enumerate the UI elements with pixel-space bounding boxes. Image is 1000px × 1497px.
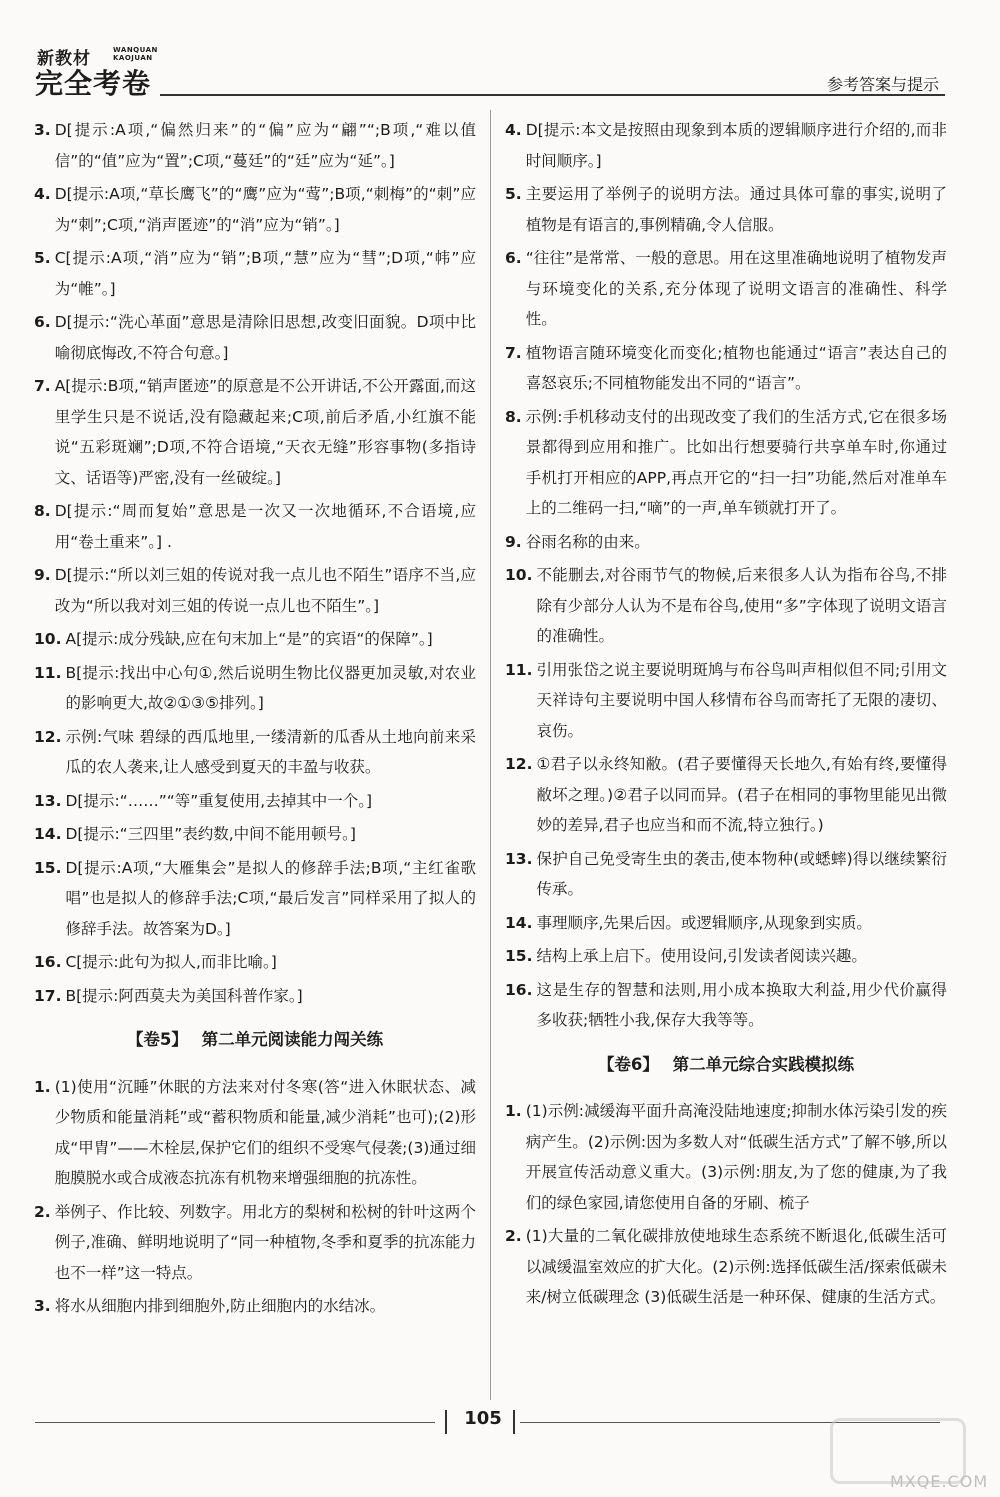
answer-text: (1)使用“沉睡”休眠的方法来对付冬寒(答“进入休眠状态、减少物质和能量消耗”或“蓄积物质和能量,减少消耗”也可);(2)形成“甲胄”——木栓层,保护它们的组织不受寒气侵袭;(3)通过细胞膜脱水或合成液态抗冻有机物来增强细胞的抗冻性。 bbox=[54, 1077, 476, 1187]
answer-text: D[提示:“洗心革面”意思是清除旧思想,改变旧面貌。D项中比喻彻底悔改,不符合句意。] bbox=[54, 313, 476, 362]
answer-item bbox=[505, 975, 947, 1036]
answer-number: 1. bbox=[505, 1102, 522, 1120]
answer-item bbox=[505, 527, 947, 558]
brand-pinyin-line-2: KAOJUAN bbox=[113, 54, 153, 62]
answer-number: 17. bbox=[34, 986, 62, 1005]
page-number: 105 bbox=[464, 1408, 502, 1429]
answer-number: 1. bbox=[34, 1077, 51, 1096]
left-answer-list-b bbox=[34, 1072, 476, 1322]
answer-number: 3. bbox=[34, 121, 51, 139]
answer-text: 谷雨名称的由来。 bbox=[525, 532, 650, 551]
footer-rule-left bbox=[35, 1422, 435, 1423]
answer-item bbox=[34, 853, 476, 945]
answer-item bbox=[34, 819, 476, 850]
answer-text: D[提示:“周而复始”意思是一次又一次地循环,不合语境,应用“卷土重来”。] . bbox=[54, 502, 476, 551]
answer-item bbox=[34, 1197, 476, 1289]
answer-number: 11. bbox=[505, 660, 533, 679]
answer-text: 结构上承上启下。使用设问,引发读者阅读兴趣。 bbox=[536, 947, 867, 965]
answer-number: 8. bbox=[34, 502, 51, 520]
answer-number: 13. bbox=[34, 791, 62, 810]
answer-text: C[提示:此句为拟人,而非比喻。] bbox=[65, 953, 277, 971]
answer-item bbox=[34, 624, 476, 655]
answer-number: 11. bbox=[34, 663, 62, 682]
answer-text: 植物语言随环境变化而变化;植物也能通过“语言”表达自己的喜怒哀乐;不同植物能发出不同的“语言”。 bbox=[525, 343, 947, 392]
column-divider bbox=[490, 110, 491, 1400]
answer-number: 7. bbox=[505, 343, 522, 362]
answer-item bbox=[505, 338, 947, 399]
answer-item bbox=[34, 179, 476, 240]
answer-number: 4. bbox=[505, 121, 522, 139]
answer-text: B[提示:阿西莫夫为美国科普作家。] bbox=[65, 986, 303, 1005]
answer-text: 主要运用了举例子的说明方法。通过具体可靠的事实,说明了植物是有语言的,事例精确,令人信服。 bbox=[525, 185, 947, 234]
answer-number: 7. bbox=[34, 377, 51, 395]
answer-number: 10. bbox=[34, 630, 62, 648]
answer-number: 2. bbox=[34, 1202, 51, 1221]
brand-name-large: 完全考卷 bbox=[35, 67, 152, 100]
right-column bbox=[505, 115, 947, 1316]
answer-item bbox=[34, 1072, 476, 1194]
answer-text: 不能删去,对谷雨节气的物候,后来很多人认为指布谷鸟,不排除有少部分人认为不是布谷鸟,使用“多”字体现了说明文语言的准确性。 bbox=[536, 566, 947, 645]
answer-number: 6. bbox=[505, 249, 522, 267]
answer-number: 2. bbox=[505, 1227, 522, 1245]
answer-text: 示例:气味 碧绿的西瓜地里,一缕清新的瓜香从土地向前来采瓜的农人袭来,让人感受到夏天的丰盈与收获。 bbox=[65, 727, 476, 776]
answer-text: D[提示:A项,“大雁集会”是拟人的修辞手法;B项,“主红雀歌唱”也是拟人的修辞手法;C项,“最后发言”同样采用了拟人的修辞手法。故答案为D。] bbox=[65, 858, 476, 938]
answer-item bbox=[34, 981, 476, 1012]
answer-text: B[提示:找出中心句①,然后说明生物比仪器更加灵敏,对农业的影响更大,故②①③⑤排列。] bbox=[65, 663, 476, 712]
answer-item bbox=[34, 1291, 476, 1322]
answer-item bbox=[505, 844, 947, 905]
answer-text: “往往”是常常、一般的意思。用在这里准确地说明了植物发声与环境变化的关系,充分体现了说明文语言的准确性、科学性。 bbox=[525, 249, 947, 328]
answer-text: 将水从细胞内排到细胞外,防止细胞内的水结冰。 bbox=[54, 1297, 386, 1315]
answer-item bbox=[505, 402, 947, 524]
answer-item bbox=[34, 722, 476, 783]
answer-item bbox=[505, 655, 947, 747]
answer-number: 16. bbox=[505, 980, 533, 999]
answer-item bbox=[34, 371, 476, 493]
answer-item bbox=[505, 908, 947, 939]
answer-text: D[提示:A项,“草长鹰飞”的“鹰”应为“莺”;B项,“刺梅”的“刺”应为“刺”;C项,“消声匿迹”的“消”应为“销”。] bbox=[54, 185, 476, 234]
answer-number: 12. bbox=[505, 755, 533, 773]
answer-text: 事理顺序,先果后因。或逻辑顺序,从现象到实质。 bbox=[536, 913, 872, 932]
answer-text: A[提示:B项,“销声匿迹”的原意是不公开讲话,不公开露面,而这里学生只是不说话,没有隐藏起来;C项,前后矛盾,小红旗不能说“五彩斑斓”;D项,不符合语境,“天衣无缝”形容事物(多指诗文、话语等)严密,没有一丝破绽。] bbox=[54, 377, 476, 487]
section-heading-juan5: 【卷5】 第二单元阅读能力闯关练 bbox=[126, 1030, 384, 1049]
answer-item bbox=[34, 947, 476, 978]
answer-text: 举例子、作比较、列数字。用北方的梨树和松树的针叶这两个例子,准确、鲜明地说明了“同一种植物,冬季和夏季的抗冻能力也不一样”这一特点。 bbox=[54, 1202, 476, 1282]
page-title: 参考答案与提示 bbox=[826, 75, 939, 94]
page-number-bar-left bbox=[445, 1410, 447, 1434]
answer-number: 9. bbox=[34, 566, 51, 584]
answer-item bbox=[505, 1221, 947, 1313]
answer-number: 5. bbox=[505, 185, 522, 203]
left-answer-list-a bbox=[34, 115, 476, 1011]
section-heading-juan6: 【卷6】 第二单元综合实践模拟练 bbox=[597, 1054, 855, 1074]
answer-item bbox=[34, 115, 476, 176]
left-column bbox=[34, 115, 476, 1325]
page-header bbox=[35, 22, 945, 102]
answer-number: 15. bbox=[505, 947, 533, 965]
answer-text: D[提示:“……”“等”重复使用,去掉其中一个。] bbox=[65, 791, 373, 810]
right-answer-list-a bbox=[505, 115, 947, 1036]
page-number-bar-right bbox=[513, 1410, 515, 1434]
answer-item bbox=[34, 658, 476, 719]
answer-number: 9. bbox=[505, 532, 522, 551]
answer-number: 12. bbox=[34, 727, 62, 746]
answer-number: 14. bbox=[34, 825, 62, 843]
answer-text: D[提示:“三四里”表约数,中间不能用顿号。] bbox=[65, 825, 356, 843]
answer-text: 保护自己免受寄生虫的袭击,使本物种(或蟋蟀)得以继续繁衍传承。 bbox=[536, 849, 947, 898]
answer-item bbox=[34, 243, 476, 304]
answer-item bbox=[505, 1096, 947, 1218]
answer-item bbox=[34, 560, 476, 621]
answer-number: 15. bbox=[34, 858, 62, 877]
answer-number: 4. bbox=[34, 185, 51, 203]
answer-item bbox=[505, 115, 947, 176]
answer-number: 8. bbox=[505, 407, 522, 426]
brand-name-small: 新教材 bbox=[37, 49, 91, 69]
answer-text: (1)大量的二氧化碳排放使地球生态系统不断退化,低碳生活可以减缓温室效应的扩大化。(2)示例:选择低碳生活/探索低碳未来/树立低碳理念 (3)低碳生活是一种环保、健康的生活方式。 bbox=[525, 1227, 947, 1306]
answer-number: 6. bbox=[34, 313, 51, 331]
answer-text: D[提示:A项,“偏然归来”的“偏”应为“翩”“;B项,“难以值信”的“值”应为“置”;C项,“蔓廷”的“廷”应为“延”。] bbox=[54, 121, 476, 170]
answer-item bbox=[505, 243, 947, 335]
brand-pinyin-line-1: WANQUAN bbox=[113, 46, 158, 54]
answer-item bbox=[505, 749, 947, 841]
answer-text: ①君子以永终知敝。(君子要懂得天长地久,有始有终,要懂得敝坏之理。)②君子以同而异。(君子在相同的事物里能见出微妙的差异,君子也应当和而不流,特立独行。) bbox=[536, 755, 947, 834]
page-footer bbox=[35, 1408, 940, 1438]
answer-item bbox=[505, 941, 947, 972]
watermark-text: MXQE.COM bbox=[890, 1472, 989, 1491]
answer-number: 14. bbox=[505, 913, 533, 932]
answer-number: 10. bbox=[505, 566, 533, 584]
answer-item bbox=[34, 786, 476, 817]
answer-text: (1)示例:减缓海平面升高淹没陆地速度;抑制水体污染引发的疾病产生。(2)示例:因为多数人对“低碳生活方式”了解不够,所以开展宣传活动意义重大。(3)示例:朋友,为了您的健康,为了我们的绿色家园,请您使用自备的牙刷、梳子 bbox=[525, 1102, 947, 1212]
answer-item bbox=[34, 307, 476, 368]
answer-text: 这是生存的智慧和法则,用小成本换取大利益,用少代价赢得多收获;牺牲小我,保存大我等等。 bbox=[536, 980, 947, 1029]
answer-text: A[提示:成分残缺,应在句末加上“是”的宾语“的保障”。] bbox=[65, 630, 433, 648]
answer-number: 13. bbox=[505, 849, 533, 868]
answer-text: 引用张岱之说主要说明斑鸠与布谷鸟叫声相似但不同;引用文天祥诗句主要说明中国人移情布谷鸟而寄托了无限的凄切、哀伤。 bbox=[536, 660, 947, 740]
answer-text: 示例:手机移动支付的出现改变了我们的生活方式,它在很多场景都得到应用和推广。比如出行想要骑行共享单车时,你通过手机打开相应的APP,再点开它的“扫一扫”功能,然后对准单车上的二维码一扫,“嘀”的一声,单车锁就打开了。 bbox=[525, 407, 947, 517]
answer-item bbox=[505, 560, 947, 652]
brand-pinyin bbox=[113, 46, 158, 62]
answer-text: D[提示:“所以刘三姐的传说对我一点儿也不陌生”语序不当,应改为“所以我对刘三姐的传说一点儿也不陌生”。] bbox=[54, 566, 476, 615]
answer-number: 3. bbox=[34, 1297, 51, 1315]
right-answer-list-b bbox=[505, 1096, 947, 1313]
answer-item bbox=[34, 496, 476, 557]
answer-text: C[提示:A项,“消”应为“销”;B项,“慧”应为“彗”;D项,“帏”应为“帷”。] bbox=[54, 249, 476, 298]
answer-number: 5. bbox=[34, 249, 51, 267]
answer-number: 16. bbox=[34, 953, 62, 971]
answer-text: D[提示:本文是按照由现象到本质的逻辑顺序进行介绍的,而非时间顺序。] bbox=[525, 121, 947, 170]
answer-item bbox=[505, 179, 947, 240]
